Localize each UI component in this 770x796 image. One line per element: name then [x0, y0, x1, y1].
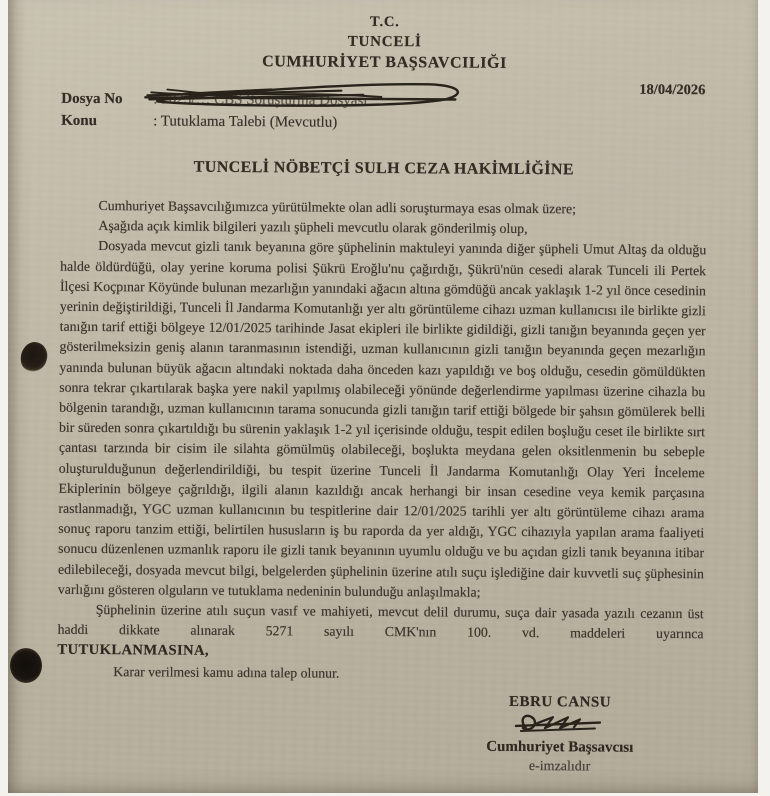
header-state-abbrev: T.C. — [62, 11, 708, 35]
paper-sheet — [8, 0, 758, 793]
document-date: 18/04/2026 — [639, 82, 705, 99]
closing-line: Karar verilmesi kamu adına talep olunur. — [57, 662, 703, 687]
header-city: TUNCELİ — [62, 30, 708, 55]
signature-scribble — [510, 709, 610, 738]
request-bold-demand: TUTUKLANMASINA, — [57, 640, 703, 666]
meta-block — [61, 88, 707, 137]
dosya-no-struck-text: : 2025/… CBS Soruşturma Dosyası — [153, 91, 367, 108]
prosecutor-title: Cumhuriyet Başsavcısı — [445, 736, 675, 758]
body-paragraph-3: Dosyada mevcut gizli tanık beyanına göre şüphelinin maktuleyi yanında diğer şüpheli Umut Altaş da olduğu halde öldürdüğü, olay yerine koruma polisi Şükrü Eroğlu'nu çağırdığı, Şükrü'nün cesedi alarak Tunceli ili Pertek İlçesi Koçpınar Köyünde bulunan mezarlığın yanındaki ağacın altına gömdüğü ancak yaklaşık 1-2 yıl önce cesedinin yerinin değiştirildiği, Tunceli İl Jandarma Komutanlığı yer altı görüntüleme cihazı uzman kullanıcısı ile birlikte gizli tanığın tarif ettiği bölgeye 12/01/2025 tarihinde Jasat ekipleri ile birlikte gidildiği, gizli tanığın beyanında geçen yer gösterilmeksizin geniş alanın taranmasının istendiği, uzman kullanıcının gizli tanığın beyanında geçen mezarlığın yanında bulunan büyük ağacın altındaki noktada daha önceden kazı yapıldığı ve boş olduğu, cesedin gömüldükten sonra tekrar çıkartılarak başka yere nakil yapılmış olabileceği yönünde değerlendirme yapılması üzerine cihazla bu bölgenin tarandığı, uzman kullanıcının tarama sonucunda gizli tanığın tarif ettiği bölgede bir şahsın gömülerek belli bir süreden sonra çıkartıldığı bu sürenin yaklaşık 1-2 yıl içerisinde olduğu, tespit edilen boşluğu ceset ile birlikte sırt çantası tarzında bir cisim ile silahta gömülmüş olabileceği, boşlukta meydana gelen oksitlenmenin bu sebeple oluşturulduğunun değerlendirildiği, bu tespit üzerine Tunceli İl Jandarma Komutanlığı Olay Yeri İnceleme Ekiplerinin bölgeye çağrıldığı, ilgili alanın kazıldığı ancak herhangi bir insan cesedine veya kemik parçasına rastlanmadığı, YGC uzman kullanıcının bu tespitlerine dair 12/01/2025 tarihli yer altı görüntüleme cihazı arama sonuç raporu tanzim ettiği, belirtilen hususların iş bu raporda da yer aldığı, YGC cihazıyla yapılan arama faaliyeti sonucu düzenlenen uzmanlık raporu ile gizli tanık beyanının uyumlu olduğu ve bu açıdan gizli tanık beyanına itibar edilebileceği, dosyada mevcut bilgi, belgelerden şüphelinin üzerine atılı suçu işlediğine dair kuvvetli suç şüphesinin varlığını gösteren olguların ve tutuklama nedeninin bulunduğu anlaşılmakla; — [58, 236, 707, 604]
konu-label: Konu — [61, 110, 153, 133]
addressee-title: TUNCELİ NÖBETÇİ SULH CEZA HAKİMLİĞİNE — [61, 158, 707, 181]
meta-row-konu — [61, 110, 707, 137]
body-paragraph-2: Aşağıda açık kimlik bilgileri yazılı şüpheli mevcutlu olarak gönderilmiş olup, — [60, 216, 706, 241]
dosya-no-label: Dosya No — [61, 88, 153, 111]
signature-block — [445, 693, 676, 778]
e-signature-note: e-imzalıdır — [445, 756, 675, 778]
header-office: CUMHURİYET BAŞSAVCILIĞI — [61, 50, 707, 77]
konu-value: : Tutuklama Talebi (Mevcutlu) — [153, 110, 337, 133]
document-content — [2, 0, 758, 796]
body-text — [57, 196, 706, 687]
prosecutor-name: EBRU CANSU — [445, 693, 675, 712]
request-paragraph: Şüphelinin üzerine atılı suçun vasıf ve mahiyeti, mevcut delil durumu, suça dair yasada yazılı cezanın üst haddi dikkate alınarak 5271 sayılı CMK'nın 100. vd. maddeleri uyarınca — [58, 600, 704, 645]
body-paragraph-1: Cumhuriyet Başsavcılığımızca yürütülmekte olan adli soruşturmaya esas olmak üzere; — [60, 196, 706, 221]
dosya-no-value — [153, 88, 367, 111]
